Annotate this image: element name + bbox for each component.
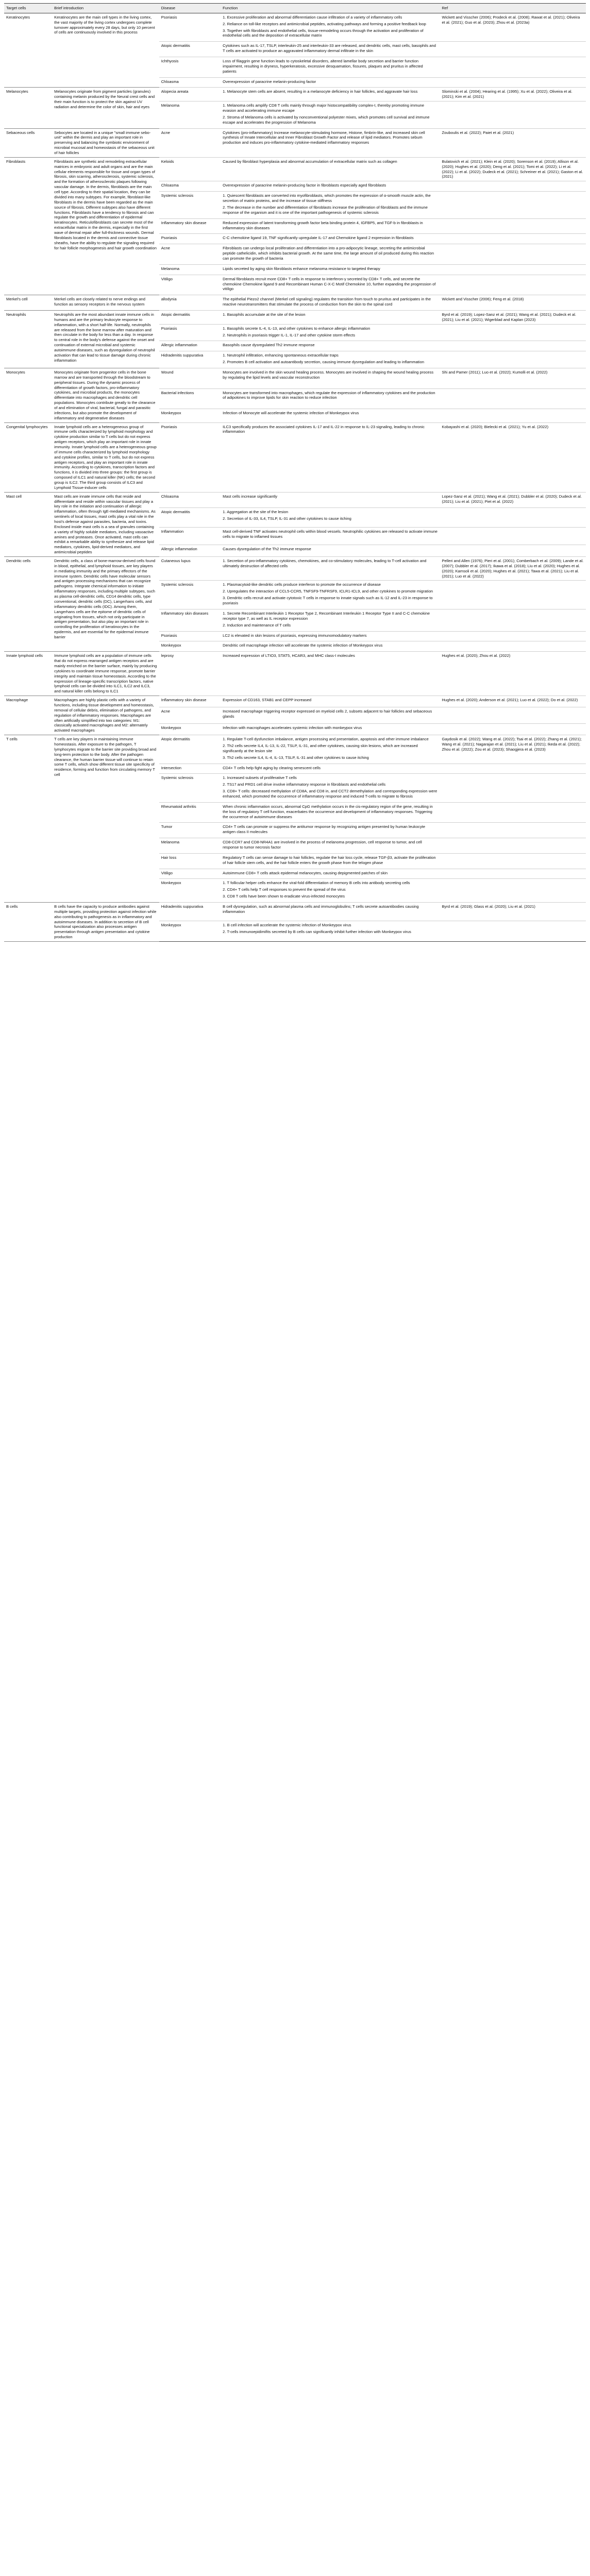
disease: Psoriasis [159,234,221,244]
header-target-cells: Target cells [4,4,52,13]
function-item: 2. Secretion of IL-33, IL4, TSLP, IL-31 and other cytokines to cause itching [223,516,351,521]
function-item: Loss of filaggrin gene function leads to cytoskeletal disorders, altered lamellar body secretion and barrier function impairment, resulting in dryness, hyperkeratosis, excessive desquamation, fissures, plaques and pruritus in affected patients [223,59,423,74]
target-cell: Melanocytes [4,88,52,128]
disease: Melanoma [159,264,221,275]
function-item: 1. Plasmacytoid-like dendritic cells produce interferon to promote the occurrence of disease [223,582,381,587]
ref [440,234,586,244]
function [221,764,440,774]
function-item: 1. Basophils secrete IL-4, IL-13, and other cytokines to enhance allergic inflammation [223,326,370,331]
function [221,192,440,218]
ref [440,707,586,724]
function [221,802,440,823]
ref [440,42,586,57]
ref [440,244,586,265]
disease: Systemic sclerosis [159,192,221,218]
disease: Inflammatory skin diseases [159,609,221,631]
disease: Systemic sclerosis [159,774,221,802]
target-cell: Innate lymphoid cells [4,652,52,696]
function [221,324,440,341]
function [221,409,440,422]
ref [440,341,586,351]
function-item: 3. Together with fibroblasts and endothelial cells, tissue-remodeling occurs through the activation and proliferation of endothelial cells and the deposition of extracellular matrix [223,28,424,38]
function-item: Overexpression of paracrine melanin-producing factor in fibroblasts especially aged fibroblasts [223,183,386,188]
function [221,735,440,764]
disease: Melanoma [159,838,221,854]
table-row [4,903,586,921]
function-item: 2. Promotes B cell activation and autoantibody secretion, causing immune dysregulation and leading to inflammation [223,360,425,365]
brief-introduction: B cells have the capacity to produce antibodies against multiple targets, providing protection against infection while also contributing to pathogenesis as in inflammatory and autoimmune diseases. In addition to secretion of B cell functional specialization also processes antigen presentation through antigen presentation and cytokine production [52,903,159,942]
ref [440,324,586,341]
function-item: Autoimmune CD8+ T cells attack epidermal melanocytes, causing depigmented patches of skin [223,870,388,875]
ref [440,351,586,368]
ref [440,181,586,192]
header-ref: Ref [440,4,586,13]
table-body [4,13,586,941]
disease: Psoriasis [159,324,221,341]
disease: Inflammation [159,528,221,545]
function [221,492,440,508]
function [221,77,440,88]
ref [440,879,586,903]
target-cell: Dendritic cells [4,557,52,652]
disease: Acne [159,707,221,724]
function-item: 3. CD8+ T cells: decreased methylation of CD8A, and CD8 in, and CCT2 demethylation and corresponding expression were enhanced, which promoted the occurrence of inflammatory response and induced T-cells to migrate to fibrosis [223,789,437,799]
disease: Vitiligo [159,869,221,879]
disease: Monkeypox [159,409,221,422]
function-item: When chronic inflammation occurs, abnormal CpG methylation occurs in the cis-regulatory region of the gene, resulting in the loss of regulatory T cell function, exacerbates the occurrence and development of inflammatory responses. Triggering the occurrence of autoimmune diseases [223,804,433,819]
function-item: 1. Melanocyte stem cells are absent, resulting in a melanocyte deficiency in hair follicles, and aggravate hair loss [223,89,418,94]
brief-introduction: Immune lymphoid cells are a population of immune cells that do not express rearranged antigen receptors and are mainly enriched on the barrier surface, mainly by producing cytokines to coordinate immune response, promote barrier integrity and maintain tissue homeostasis. According to the expression of lineage-specific transcription factors, native lymphoid cells can be divided into ILC1, ILC2 and ILC3, and natural killer cells belong to ILC1 [52,652,159,696]
disease: Melanoma [159,101,221,128]
function-item: 1. Aggregation at the site of the lesion [223,510,289,515]
function [221,57,440,78]
ref [440,77,586,88]
function-item: 2. TS17 and PRD1 cell drive involve inflammatory response in fibroblasts and endothelial cells [223,782,386,787]
table-header-row [4,4,586,13]
function-item: LC2 is elevated in skin lesions of psoriasis, expressing immunomodulatory markers [223,633,367,638]
disease: Psoriasis [159,13,221,41]
disease: Chloasma [159,77,221,88]
ref: Shi and Pamer (2011); Luo et al. (2022); Kumolli et al. (2022) [440,368,586,388]
function-item: B cell dysregulation, such as abnormal plasma cells and immunoglobulins; T cells secrete autoantibodies causing inflammation [223,904,419,914]
function [221,903,440,921]
function [221,128,440,157]
table-row [4,310,586,324]
ref: Zouboulis et al. (2022); Paiet et al. (2021) [440,128,586,157]
function [221,88,440,101]
function-item: 1. T follicular helper cells enhance the viral-fold differentiation of memory B cells into antibody secreting cells [223,880,410,886]
function [221,652,440,696]
disease: Monkeypox [159,879,221,903]
function-item: 1. Basophils accumulate at the site of the lesion [223,312,306,317]
function [221,101,440,128]
ref [440,388,586,409]
function-item: 2. CD4+ T cells help T cell responses to prevent the spread of the virus [223,887,346,892]
function-item: Lipids secreted by aging skin fibroblasts enhance melanoma resistance to targeted therapy [223,266,380,271]
header-function: Function [221,4,440,13]
header-disease: Disease [159,4,221,13]
function [221,244,440,265]
function [221,341,440,351]
function-item: Monocytes are involved in the skin wound healing process. Monocytes are involved in shaping the wound healing process by regulating the lipid levels and vascular reconstruction [223,369,434,380]
page [0,0,590,946]
brief-introduction: Monocytes originate from progenitor cells in the bone marrow and are transported through the bloodstream to peripheral tissues. During the dynamic process of differentiation of growth factors, pro-inflammatory cytokines, and microbial products, the monocytes differentiate into macrophages and dendritic cell populations. Monocytes contribute greatly to the clearance of and elimination of viral, bacterial, fungal and parasitic infections, but also promote the development of inflammatory and degenerative diseases [52,368,159,422]
function [221,641,440,652]
function [221,557,440,581]
disease: Intersection [159,764,221,774]
function-item: 2. T-cells immunoepidimifits secreted by B cells can significantly inhibit further infection with Monkeypox virus [223,929,411,935]
target-cell: Sebaceous cells [4,128,52,157]
function [221,823,440,838]
function-item: Increased macrophage triggering receptor expressed on myeloid cells 2, subsets adjacent to hair follicles and sebaceous glands [223,708,432,719]
brief-introduction: Mast cells are innate immune cells that reside and differentiate and reside within vascular tissues and play a key role in the initiation and continuation of allergic inflammation, often through IgE-mediated mechanisms. As sentinels of local tissues, mast cells play a vital role in the host's defense against parasites, bacteria, and toxins. Enclosed inside mast cells is a sea of granules containing a variety of highly soluble mediators, including vasoactive amines and proteases. Once activated, mast cells can exhibit a remarkable ability to synthesize and release lipid mediators, cytokines, lipid-derived mediators, and antimicrobial peptides [52,492,159,556]
target-cell: Congenital lymphocytes [4,422,52,492]
table-row [4,652,586,696]
table-row [4,295,586,311]
disease: Systemic sclerosis [159,581,221,609]
ref [440,774,586,802]
brief-introduction: Innate lymphoid cells are a heterogeneous group of immune cells characterized by lymphoid morphology and cytokine production similar to T cells but do not express antigen receptors, which play an important role in innate immunity. Innate lymphoid cells are a heterogeneous group of immune cells characterized by lymphoid morphology and cytokine profiles, similar to T cells, but do not express antigen receptors, and play an important role in innate immunity. According to cytokines, transcription factors and functions, it is divided into three groups: the first group is composed of ILC1 and natural killer (NK) cells; the second group is ILC2. The third group consists of ILC3 and Lymphoid Tissue-inducer cells [52,422,159,492]
function-item: Infection with macrophages accelerates systemic infection with monkeypox virus [223,725,362,731]
brief-introduction: Fibroblasts are synthetic and remodeling extracellular matrices in embryonic and adult organs and are the main cellular elements responsible for tissue and organ types of fibrosis, skin scarring, atherosclerosis, systemic sclerosis, and the formation of atherosclerotic plaques following vascular damage. In the dermis, fibroblasts are the main cell type. According to their spatial location, they can be divided into many subtypes. For example, fibroblast-like fibroblasts in the dermis have been regarded as the main source of fibrosis. Different subtypes also have different functions. Fibroblasts have a tendency to fibrosis and can regulate the growth and differentiation of epidermal keratinocytes. Reticulofibroblasts can secrete most of the extracellular matrix in the dermis, especially in the first wave of dermal repair after full-thickness wounds. Dermal fibroblasts located in the dermis and connective tissue sheaths, have the ability to regulate the signaling required for hair follicle morphogenesis and hair growth coordination [52,157,159,295]
function [221,609,440,631]
target-cell: Neutrophils [4,310,52,368]
table-row [4,492,586,508]
ref [440,853,586,869]
table-row [4,557,586,581]
function [221,264,440,275]
table-row [4,13,586,41]
ref [440,802,586,823]
disease: Monkeypox [159,921,221,942]
disease: Rheumatoid arthritis [159,802,221,823]
function-item: 1. Quiescent fibroblasts are converted into myofibroblasts, which promotes the expression of α-smooth muscle actin, the secretion of matrix proteins, and the increase of tissue stiffness [223,193,431,204]
function [221,921,440,942]
function [221,508,440,528]
disease: Psoriasis [159,631,221,641]
disease: Acne [159,128,221,157]
function [221,157,440,181]
function [221,869,440,879]
ref [440,838,586,854]
brief-introduction: Merkel cells are closely related to nerve endings and function as sensory receptors in the nervous system [52,295,159,311]
function [221,696,440,707]
disease: Acne [159,244,221,265]
function-item: Fibroblasts can undergo local proliferation and differentiation into a pro-adipocytic lineage, secreting the antimicrobial peptide cathelicidin, which inhibits bacterial growth. At the same time, the large amount of oil produced during this reaction can promote the growth of bacteria [223,246,434,261]
target-cell: Mast cell [4,492,52,556]
ref [440,545,586,557]
ref [440,724,586,735]
function [221,853,440,869]
disease: Inflammatory skin disease [159,696,221,707]
function [221,351,440,368]
disease: Tumor [159,823,221,838]
function-item: Mast cell-derived TNF activates neutrophil cells within blood vessels. Neutrophilic cytokines are released to activate immune cells to migrate to inflamed tissues [223,529,438,539]
function [221,388,440,409]
target-cell: Fibroblasts [4,157,52,295]
ref: Lopez-Sanz et al. (2021); Wang et al. (2021); Dubbler et al. (2020); Dudeck et al. (2021); Liu et al. (2021); Piet et al. (2022) [440,492,586,508]
ref [440,101,586,128]
brief-introduction: Neutrophils are the most abundant innate immune cells in humans and are the primary leukocyte response to inflammation, with a short half-life. Normally, neutrophils are released from the bone marrow after maturation and then circulate in the body for less than a day. In response to central role in the body's defense against the onset and continuation of external microbial and systemic autoimmune diseases, such as dysregulation of neutrophil activation that can lead to tissue damage during chronic inflammation [52,310,159,368]
ref [440,218,586,234]
function-item: ILC3 specifically produces the associated cytokines IL-17 and IL-22 in response to IL-23 signaling, leading to chronic inflammation [223,424,425,434]
function [221,310,440,324]
function-item: 1. Excessive proliferation and abnormal differentiation cause infiltration of a variety of inflammatory cells [223,14,402,20]
function-item: CD4+ T cells help fight aging by clearing senescent cells [223,765,321,770]
disease: allodynia [159,295,221,311]
ref: Slominski et al. (2004); Hearing et al. (1995); Xu et al. (2022); Oliveira et al. (2021); Kim et al. (2021) [440,88,586,101]
function-item: Mast cells increase significantly [223,494,278,499]
ref [440,528,586,545]
function-item: Expression of CD163, STAB1 and CEPP increased [223,698,312,703]
function-item: Cytokines (pro-inflammatory) Increase melanocyte-stimulating hormone, Histone, fimbrin-like, and increased skin cell synthesis of Innate Intercellular and Inner Fibroblast Growth Factor and release of lipid mediators. Promotes sebum production and induces pro-inflammatory cytokine-mediated inflammatory responses [223,130,425,145]
ref [440,764,586,774]
table-row [4,128,586,157]
ref: Byrd et al. (2019); Lopez-Sanz et al. (2021); Wang et al. (2021); Dudeck et al. (2021); Liu et al. (2021); Wigerblad and Kaplan (2023) [440,310,586,324]
disease: Cutaneous lupus [159,557,221,581]
function [221,422,440,492]
function-item: Increased expression of LTIO3, STAT5, HCAR3, and MHC class-I molecules [223,653,355,658]
disease: Atopic dermatitis [159,735,221,764]
ref [440,508,586,528]
cell-function-table [4,3,586,942]
disease: Keloids [159,157,221,181]
function [221,181,440,192]
function-item: 1. B cell infection will accelerate the systemic infection of Monkeypox virus [223,923,351,928]
function-item: 1. Neutrophil infiltration, enhancing spontaneous extracellular traps [223,353,339,358]
function-item: 2. Neutrophils in psoriasis trigger IL-1, IL-17 and other cytokine storm effects [223,332,356,337]
ref: Pelleri and Allen (1976); Pieri et al. (2001); Comberbach et al. (2009); Lande et al. (2007); Dubbler et al. (2017); Ikawa et al. (2018); Liu et al. (2020); Hughes et al. (2020); Kamsoli et al. (2020); Hughes et al. (2021); Tawa et al. (2021); Liu et al. (2021); Luo et al. (2022) [440,557,586,581]
brief-introduction: Keratinocytes are the main cell types in the living cortex, the vast majority of the living cortex undergoes complete turnover approximately every 28 days, but only 10 percent of cells are continuously involved in this process [52,13,159,88]
function-item: 1. Secretion of pro-inflammatory cytokines, chemokines, and co-stimulatory molecules, leading to T-cell activation and ultimately destruction of affected cells [223,558,427,568]
function [221,879,440,903]
ref: Kobayashi et al. (2020); Bielecki et al. (2021); Yu et al. (2022) [440,422,586,492]
function-item: 2. Induction and maintenance of T cells [223,622,291,628]
function-item: 3. Dendritic cells recruit and activate cytotoxic T cells in response to innate signals such as IL-12 and IL-23 in response to psoriasis [223,596,433,606]
function-item: CD4+ T cells can promote or suppress the antitumor response by recognizing antigen presented by human leukocyte antigen class II molecules [223,824,426,835]
function-item: 1. Regulate T-cell dysfunction imbalance, antigen processing and presentation, apoptosis and other immune imbalance [223,737,429,742]
disease: Wound [159,368,221,388]
ref [440,631,586,641]
function-item: CD8-CCR7 and CD8-NR4A1 are involved in the process of melanoma progression, cell response to tumor, and cell response to tumor necrosis factor [223,840,422,850]
table-row [4,88,586,101]
disease: Atopic dermatitis [159,310,221,324]
function-item: 2. Th2 cells secrete IL4, IL-13, IL-22, TSLP, IL-31, and other cytokines, causing skin lesions, which are increased significantly at the lesion site [223,743,418,753]
disease: Alopecia areata [159,88,221,101]
disease: Allergic inflammation [159,341,221,351]
function-item: Infection of Monocyte will accelerate the systemic infection of Monkeypox virus [223,411,359,416]
function-item: 1. Increased subsets of proliferative T cells [223,775,297,781]
function-item: 2. Stroma of Melanoma cells is activated by nonconventional polyester mixes, which promotes cell survival and immune escape and accelerates the progression of Melanoma [223,114,430,125]
disease: Vitiligo [159,275,221,295]
function [221,13,440,41]
ref [440,275,586,295]
function [221,581,440,609]
table-row [4,422,586,492]
disease: Ichthyosis [159,57,221,78]
target-cell: B cells [4,903,52,942]
function-item: Monocytes are transformed into macrophages, which regulate the expression of inflammatory cytokines and the production of adipokines to improve lipids for skin reaction to reduce infection [223,390,435,400]
disease: Hair loss [159,853,221,869]
function-item: Cytokines such as IL-17, TSLP, interleukin-25 and interleukin-33 are released, and dendritic cells, mast cells, basophils and T cells are activated to produce an aggravated inflammatory dermal infiltrate in the skin [223,43,436,54]
disease: Hidradenitis suppurativa [159,351,221,368]
disease: Monkeypox [159,641,221,652]
function [221,42,440,57]
ref [440,192,586,218]
function [221,545,440,557]
disease: Psoriasis [159,422,221,492]
ref [440,641,586,652]
disease: Bacterial infections [159,388,221,409]
ref [440,609,586,631]
function [221,368,440,388]
disease: Hidradenitis suppurativa [159,903,221,921]
ref [440,264,586,275]
function-item: Caused by fibroblast hyperplasia and abnormal accumulation of extracellular matrix such as collagen [223,159,397,164]
function [221,275,440,295]
ref: Bulatovich et al. (2021); Klein et al. (2020); Sorenson et al. (2019); Allison et al. (2020); Hughes et al. (2020); Deng et al. (2021); Tomi et al. (2022); Li et al. (2022); Li et al. (2022); Dudeck et al. (2021); Schreiner et al. (2021); Gaston et al. (2021) [440,157,586,181]
function-item: The epithelial Piezo2 channel (Merkel cell signaling) regulates the transition from touch to pruritus and participates in the reactive neurotransmitters that stimulate the process of conduction from the skin to the spinal cord [223,297,431,307]
ref [440,409,586,422]
function-item: Regulatory T cells can sense damage to hair follicles, regulate the hair loss cycle, release TGF-β3, activate the proliferation of hair follicle stem cells, and the hair follicle enters the growth phase from the telogen phase [223,855,436,865]
disease: Monkeypox [159,724,221,735]
target-cell: T cells [4,735,52,903]
target-cell: Keratinocytes [4,13,52,88]
table-row [4,696,586,707]
disease: leprosy [159,652,221,696]
target-cell: Macrophage [4,696,52,735]
ref: Byrd et al. (2019); Glass et al. (2020); Liu et al. (2021) [440,903,586,921]
ref [440,57,586,78]
header-brief-introduction: Brief introduction [52,4,159,13]
brief-introduction: T cells are key players in maintaining immune homeostasis. After exposure to the pathogen, T lymphocytes migrate to the barrier site providing broad and long-term protection to the body. After the pathogen clearance, the human barrier tissue will continue to retain some T cells, which show different tissue site specificity of residence, forming and function from circulating memory T cell [52,735,159,903]
brief-introduction: Dendritic cells, a class of bone-marrow-derived cells found in blood, epithelial, and lymphoid tissues, are key players in mediating immunity and the primary effectors of the immune system. Dendritic cells have molecular sensors and antigen processing mechanisms that can recognize pathogens. Integrate chemical information to initiate inflammatory responses, including multiple subtypes, such as plasma cell-dendritic cells, CD14 dendritic cells, type conventional, dendritic cells (DC), Langerhans cells, and inflammatory dendritic cells (IDC). Among them, Langerhans cells are the epitome of dendritic cells of originating from tissues, which not only participate in antigen presentation, but also play an important role in controlling the proliferation of keratinocytes in the epidermis, and are essential for the epidermal immune barrier [52,557,159,652]
function-item: Reduced expression of latent transforming growth factor beta binding protein 4, IGFBP5, and TGF-b in fibroblasts in inflammatory skin diseases [223,220,423,230]
function [221,838,440,854]
table-row [4,735,586,764]
brief-introduction: Melanocytes originate from pigment particles (granules) containing melanin produced by the Neural crest cells and their main function is to protect the skin against UV radiation and determine the color of skin, hair and eyes [52,88,159,128]
disease: Chloasma [159,492,221,508]
ref [440,869,586,879]
ref: Gaydosik et al. (2022); Wang et al. (2022); Tsai et al. (2022); Zhang et al. (2021); Wang et al. (2021); Nagarajan et al. (2021); Liu et al. (2021); Ikeda et al. (2022); Zhou et al. (2022); Zou et al. (2023); Shaogjera et al. (2023) [440,735,586,764]
function-item: Causes dysregulation of the Th2 immune response [223,547,311,552]
function [221,528,440,545]
function [221,631,440,641]
ref [440,823,586,838]
disease: Chloasma [159,181,221,192]
brief-introduction: Macrophages are highly plastic cells with a variety of functions, including tissue development and homeostasis, removal of cellular debris, elimination of pathogens, and regulation of inflammatory responses. Macrophages are often artificially simplified into two categories: M1: classically activated macrophages and M2: alternately activated macrophages [52,696,159,735]
function [221,774,440,802]
ref: Wickett and Visscher (2006); Feng et al. (2018) [440,295,586,311]
ref: Hughes et al. (2020); Anderson et al. (2021); Luo et al. (2022); Do et al. (2022) [440,696,586,707]
ref [440,921,586,942]
function-item: 2. Upregulates the interaction of CCL5-CCR5, TNFSF9-TNFRSF9, ICLR1-ICL9, and other cytokines to promote migration [223,589,433,594]
function [221,234,440,244]
function-item: 2. The decrease in the number and differentiation of fibroblasts increase the proliferation of fibroblasts and the immune response of the organism and it is one of the important pathogenesis of systemic sclerosis [223,205,428,215]
function-item: 3. CD8 T cells have been shown to eradicate virus-infected monocytes [223,894,345,899]
table-row [4,368,586,388]
function-item: 1. Secrete Recombinant Interleukin 1 Receptor Type 2, Recombinant Interleukin 1 Receptor Type II and C-C chemokine receptor type 7, as well as IL receptor expression [223,611,430,621]
function-item: Overexpression of paracrine melanin-producing factor [223,79,316,84]
disease: Atopic dermatitis [159,42,221,57]
function-item: Basophils cause dysregulated Th2 immune response [223,343,315,348]
target-cell: Monocytes [4,368,52,422]
function-item: 3. Th2 cells secrete IL4, IL-4, IL-13, TSLP, IL-31 and other cytokines to cause itching [223,755,369,760]
target-cell: Merkel's cell [4,295,52,311]
function-item: C-C chemokine ligand 19, TNF significantly upregulate IL-17 and Chemokine ligand 2 expression in fibroblasts [223,235,414,241]
function-item: Dendritic cell macrophage infection will accelerate the systemic infection of Monkeypox virus [223,643,383,648]
ref [440,581,586,609]
disease: Atopic dermatitis [159,508,221,528]
function-item: Dermal fibroblasts recruit more CD8+ T cells in response to interferon-γ secreted by CD8+ T cells, and secrete the chemokine Chemokine ligand 9 and Recombinant Human C-X-C Motif Chemokine 10, further expanding the progression of vitiligo [223,276,436,292]
disease: Allergic inflammation [159,545,221,557]
function-item: 1. Melanoma cells amplify CD8 T cells mainly through major histocompatibility complex-I, thereby promoting immune evasion and accelerating immune escape [223,103,425,113]
table-row [4,157,586,181]
ref: Hughes et al. (2020); Zhou et al. (2022) [440,652,586,696]
disease: Inflammatory skin disease [159,218,221,234]
function-item: 2. Reliance on toll-like receptors and antimicrobial peptides, activating pathways and forming a positive feedback loop [223,21,426,26]
function [221,295,440,311]
function [221,218,440,234]
brief-introduction: Sebocytes are located in a unique "small immune sebo-unit" within the dermis and play an important role in preserving and balancing the symbiotic environment of microbial mucosal and homeostasis of the sebaceous unit of hair follicles [52,128,159,157]
ref: Wickett and Visscher (2006); Prodeck et al. (2008); Rawat et al. (2021); Oliveira et al. (2021); Guo et al. (2023); Zhou et al. (2023a) [440,13,586,41]
function [221,724,440,735]
function [221,707,440,724]
